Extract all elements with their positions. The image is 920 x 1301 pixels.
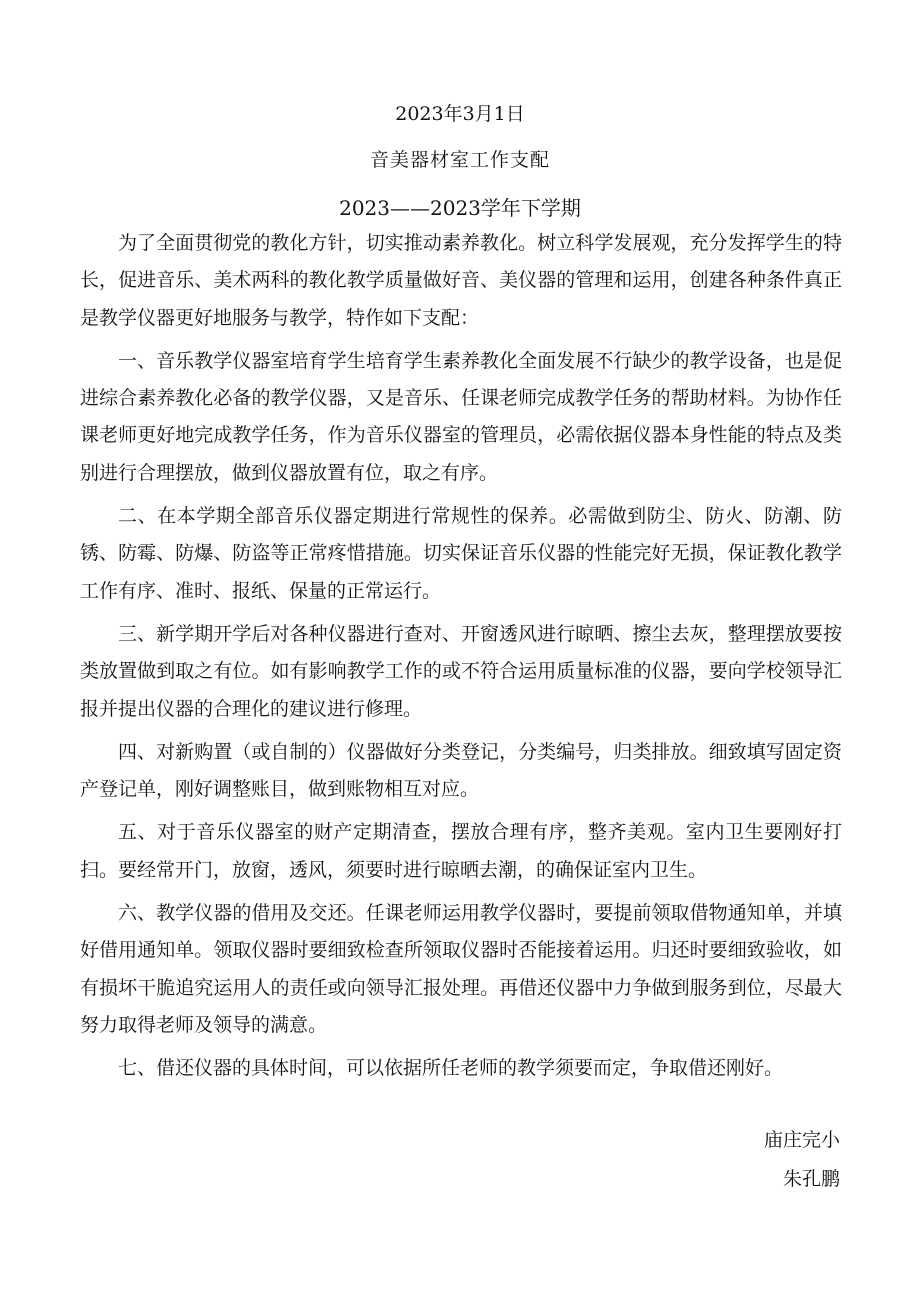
paragraph-item-3: 三、新学期开学后对各种仪器进行查对、开窗透风进行晾晒、擦尘去灰，整理摆放要按类放置做到取之有位。如有影响教学工作的或不符合运用质量标准的仪器，要向学校领导汇报并提出仪器的合理化的建议进行修理。: [80, 622, 842, 720]
paragraph-item-2: 二、在本学期全部音乐仪器定期进行常规性的保养。必需做到防尘、防火、防潮、防锈、防霉、防爆、防盗等正常疼惜措施。切实保证音乐仪器的性能完好无损，保证教化教学工作有序、准时、报纸、保量的正常运行。: [80, 505, 842, 602]
paragraph-item-5: 五、对于音乐仪器室的财产定期清查，摆放合理有序，整齐美观。室内卫生要刚好打扫。要经常开门，放窗，透风，须要时进行晾晒去潮，的确保证室内卫生。: [80, 821, 842, 881]
paragraph-item-4: 四、对新购置（或自制的）仪器做好分类登记，分类编号，归类排放。细致填写固定资产登记单，刚好调整账目，做到账物相互对应。: [80, 740, 842, 801]
signature-school: 庙庄完小: [763, 1129, 840, 1151]
paragraph-intro: 为了全面贯彻党的教化方针，切实推动素养教化。树立科学发展观，充分发挥学生的特长，促进音乐、美术两科的教化教学质量做好音、美仪器的管理和运用，创建各种条件真正是教学仪器更好地服务与教学，特作如下支配：: [80, 232, 842, 329]
paragraph-item-1: 一、音乐教学仪器室培育学生培育学生素养教化全面发展不行缺少的教学设备，也是促进综合素养教化必备的教学仪器，又是音乐、任课老师完成教学任务的帮助材料。为协作任课老师更好地完成教学任务，作为音乐仪器室的管理员，必需依据仪器本身性能的特点及类别进行合理摆放，做到仪器放置有位，取之有序。: [80, 349, 842, 484]
document-title: 音美器材室工作支配: [369, 149, 550, 171]
document-body: [80, 225, 842, 1094]
paragraph-item-6: 六、教学仪器的借用及交还。任课老师运用教学仪器时，要提前领取借物通知单，并填好借用通知单。领取仪器时要细致检查所领取仪器时否能接着运用。归还时要细致验收，如有损坏干脆追究运用人的责任或向领导汇报处理。再借还仪器中力争做到服务到位，尽最大努力取得老师及领导的满意。: [80, 902, 842, 1036]
document-date: 2023年3月1日: [395, 103, 525, 125]
paragraph-item-7: 七、借还仪器的具体时间，可以依据所任老师的教学须要而定，争取借还刚好。: [118, 1057, 784, 1080]
signature-author: 朱孔鹏: [782, 1168, 840, 1190]
document-term: 2023——2023学年下学期: [339, 196, 581, 220]
